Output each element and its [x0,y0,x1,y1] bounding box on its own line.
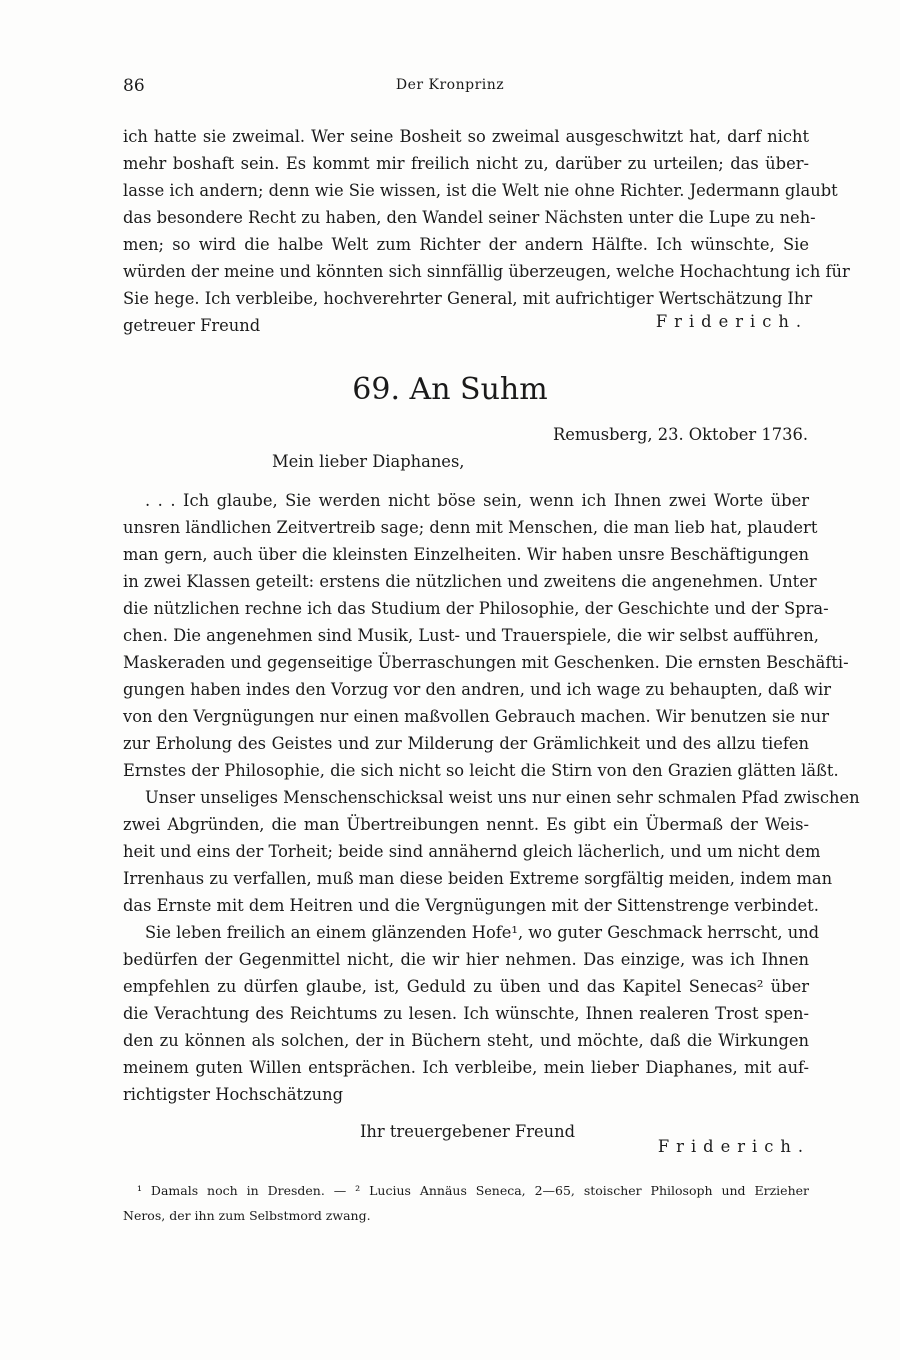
text-line: zwei Abgründen, die man Übertreibungen nennt. Es gibt ein Übermaß der Weis- [123,815,809,834]
text-line: ich hatte sie zweimal. Wer seine Bosheit so zweimal ausgeschwitzt hat, darf nicht [123,127,809,146]
paragraph [123,487,860,1108]
salutation: Mein lieber Diaphanes, [272,452,465,471]
text-line: den zu können als solchen, der in Büchern steht, und möchte, daß die Wirkungen [123,1031,809,1050]
running-head: Der Kronprinz [395,77,505,93]
text-line: Sie hege. Ich verbleibe, hochverehrter General, mit aufrichtiger Wertschätzung Ihr [123,289,813,308]
place-date: Remusberg, 23. Oktober 1736. [552,425,808,444]
text-line: in zwei Klassen geteilt: erstens die nützlichen und zweitens die angenehmen. Unter [123,572,817,591]
footnote-line: Neros, der ihn zum Selbstmord zwang. [123,1208,371,1223]
text-line: von den Vergnügungen nur einen maßvollen Gebrauch machen. Wir benutzen sie nur [123,707,830,726]
text-line: Sie leben freilich an einem glänzenden Hofe¹, wo guter Geschmack herrscht, und [145,923,820,942]
text-line: man gern, auch über die kleinsten Einzelheiten. Wir haben unsre Beschäftigungen [123,545,809,564]
text-line: richtigster Hochschätzung [123,1085,344,1104]
text-line: gungen haben indes den Vorzug vor den andren, und ich wage zu behaupten, daß wir [123,680,832,699]
text-line: die nützlichen rechne ich das Studium der Philosophie, der Geschichte und der Spra- [123,599,829,618]
text-line: getreuer Freund [123,316,261,335]
text-line: empfehlen zu dürfen glaube, ist, Geduld zu üben und das Kapitel Senecas² über [123,977,809,996]
text-line: Maskeraden und gegenseitige Überraschungen mit Geschenken. Die ernsten Beschäfti- [123,653,849,672]
text-line: das Ernste mit dem Heitren und die Vergnügungen mit der Sittenstrenge verbindet. [123,896,819,915]
text-line: bedürfen der Gegenmittel nicht, die wir hier nehmen. Das einzige, was ich Ihnen [123,950,809,969]
text-line: chen. Die angenehmen sind Musik, Lust- und Trauerspiele, die wir selbst aufführen, [123,626,819,645]
text-line: die Verachtung des Reichtums zu lesen. Ich wünschte, Ihnen realeren Trost spen- [123,1004,809,1023]
letter-heading: 69. An Suhm [352,372,548,407]
text-line: lasse ich andern; denn wie Sie wissen, ist die Welt nie ohne Richter. Jedermann glaubt [123,181,838,200]
text-line: zur Erholung des Geistes und zur Milderung der Grämlichkeit und des allzu tiefen [123,734,809,753]
previous-letter-text [123,123,850,339]
footnote-line: ¹ Damals noch in Dresden. — ² Lucius Annäus Seneca, 2—65, stoischer Philosoph und Erzieher [137,1183,809,1198]
text-line: Ernstes der Philosophie, die sich nicht so leicht die Stirn von den Grazien glätten läßt. [123,761,839,780]
page-number: 86 [123,76,145,96]
text-line: das besondere Recht zu haben, den Wandel seiner Nächsten unter die Lupe zu neh- [123,208,816,227]
text-line: würden der meine und könnten sich sinnfällig überzeugen, welche Hochachtung ich für [123,262,850,281]
text-line: meinem guten Willen entsprächen. Ich verbleibe, mein lieber Diaphanes, mit auf- [123,1058,809,1077]
footnotes [123,1178,809,1228]
text-line: Unser unseliges Menschenschicksal weist uns nur einen sehr schmalen Pfad zwischen [145,788,860,807]
text-line: . . . Ich glaube, Sie werden nicht böse sein, wenn ich Ihnen zwei Worte über [145,491,809,510]
text-line: men; so wird die halbe Welt zum Richter der andern Hälfte. Ich wünschte, Sie [123,235,809,254]
signature: Friderich. [657,1137,810,1156]
text-line: unsren ländlichen Zeitvertreib sage; denn mit Menschen, die man lieb hat, plaudert [123,518,818,537]
closing: Ihr treuergebener Freund [360,1122,576,1141]
signature: Friderich. [655,312,808,331]
text-line: Irrenhaus zu verfallen, muß man diese beiden Extreme sorgfältig meiden, indem man [123,869,833,888]
text-line: mehr boshaft sein. Es kommt mir freilich nicht zu, darüber zu urteilen; das über- [123,154,809,173]
text-line: heit und eins der Torheit; beide sind annähernd gleich lächerlich, und um nicht dem [123,842,821,861]
